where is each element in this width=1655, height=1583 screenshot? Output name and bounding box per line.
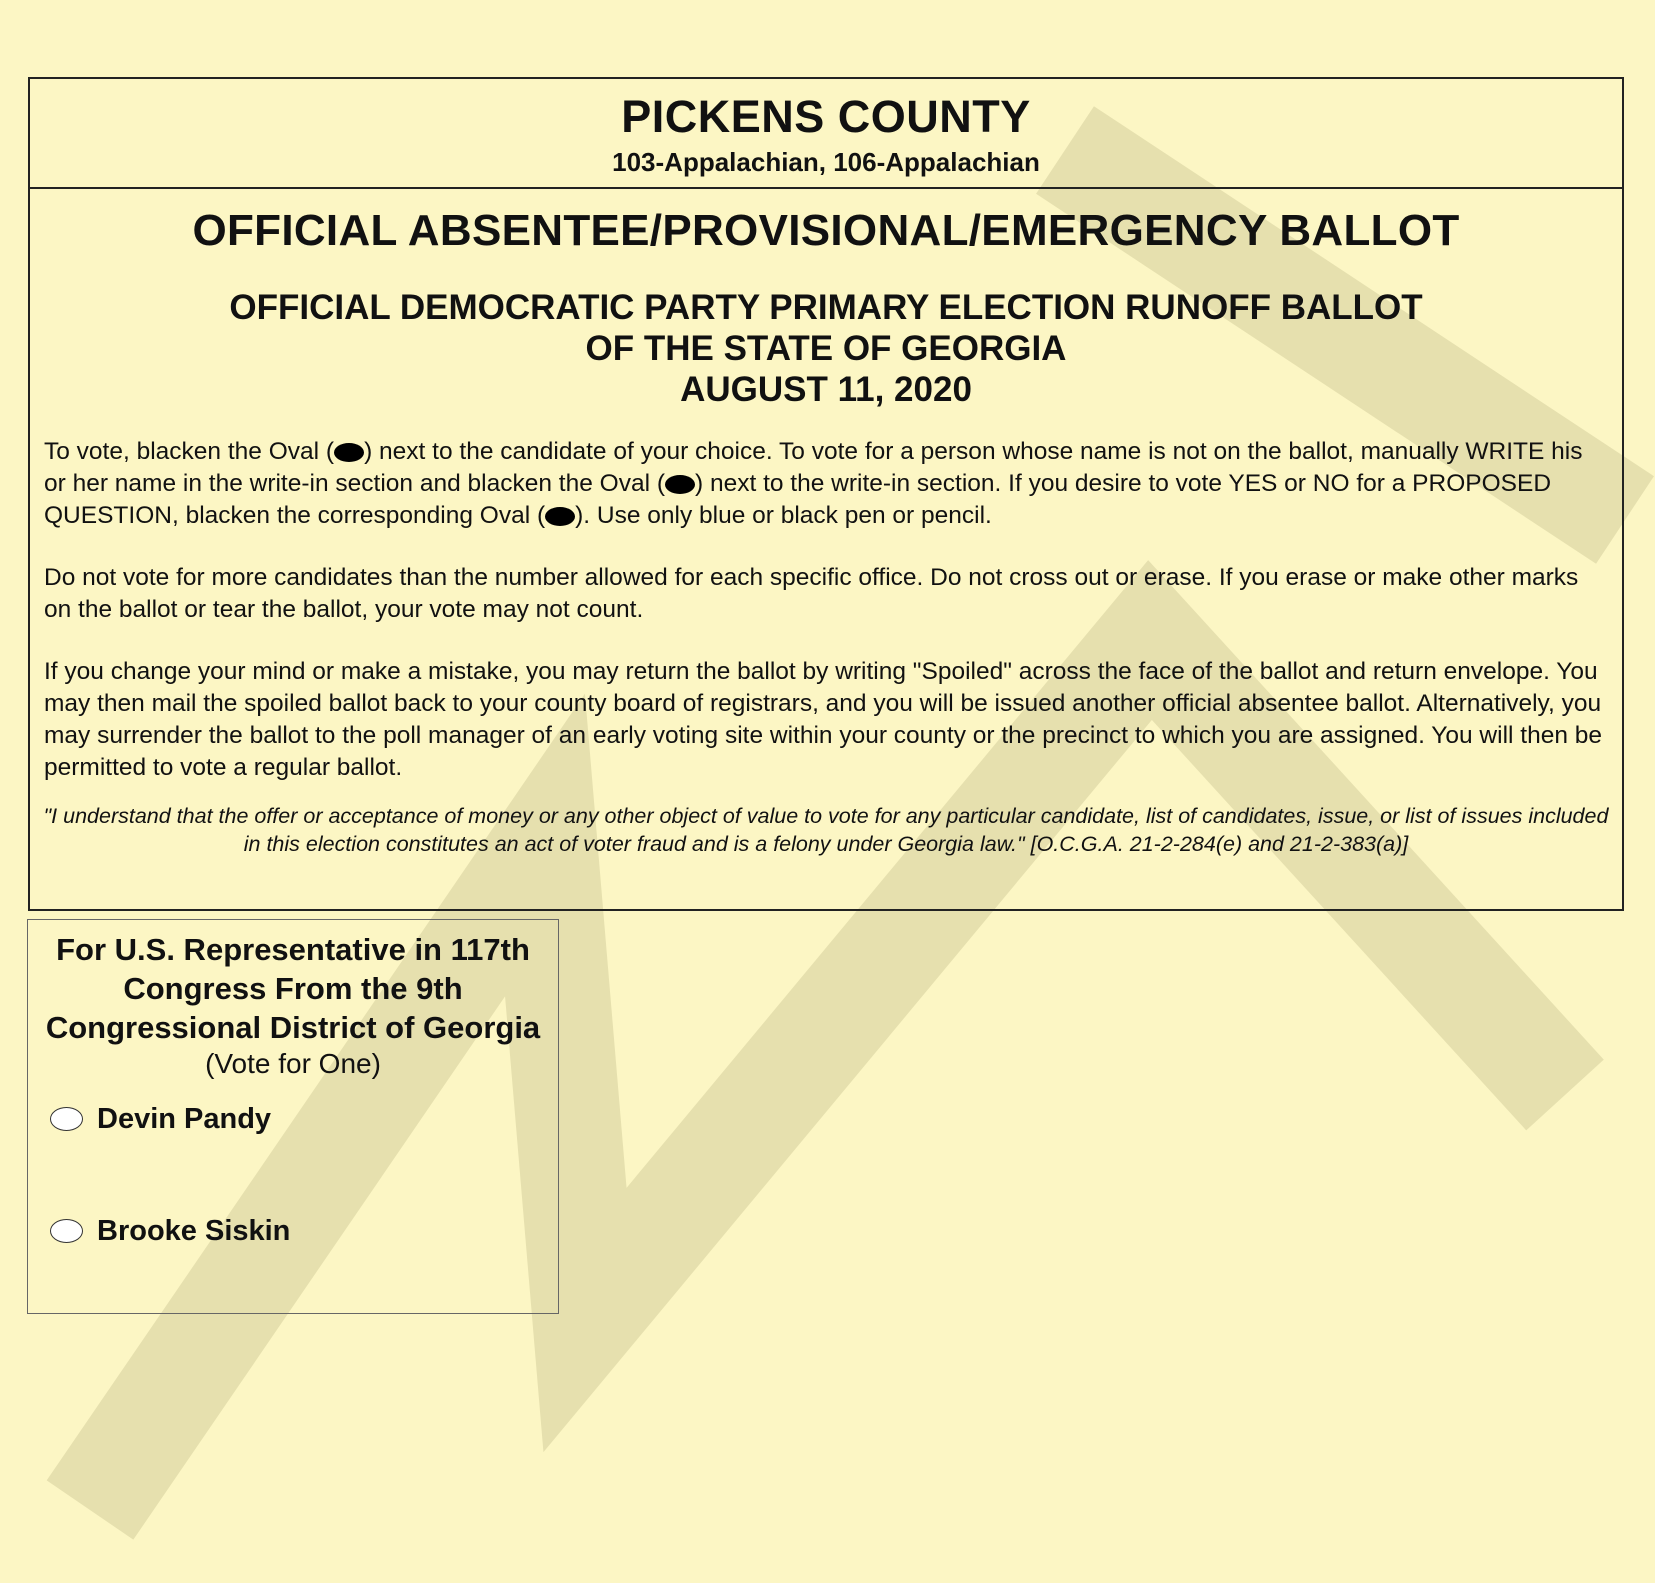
instruction-paragraph-1: To vote, blacken the Oval ( ) next to the candidate of your choice. To vote for a person whose name is not on the ballot, manually WRITE his or her name in the write-in section and blacken the Oval ( ) next to the write-in section. If you desire to vote YES or NO for a PROPOSED QUESTION, blacken the corresponding Oval ( ). Use only blue or black pen or pencil. bbox=[44, 438, 1583, 529]
voting-instructions bbox=[30, 436, 1622, 784]
election-title bbox=[30, 287, 1622, 410]
election-date: AUGUST 11, 2020 bbox=[680, 370, 972, 409]
ballot-title: OFFICIAL ABSENTEE/PROVISIONAL/EMERGENCY BALLOT bbox=[192, 206, 1460, 255]
candidate-name: Brooke Siskin bbox=[97, 1214, 291, 1247]
contest-title-line1: For U.S. Representative in 117th bbox=[56, 932, 530, 967]
oval-icon[interactable] bbox=[50, 1219, 83, 1243]
candidate-option[interactable] bbox=[50, 1211, 290, 1251]
ballot-header bbox=[28, 77, 1624, 911]
filled-oval-icon bbox=[545, 507, 575, 526]
candidate-option[interactable] bbox=[50, 1099, 271, 1139]
vote-for-instruction: (Vote for One) bbox=[205, 1048, 381, 1079]
election-title-line2: OF THE STATE OF GEORGIA bbox=[585, 329, 1067, 368]
instruction-paragraph-2: Do not vote for more candidates than the number allowed for each specific office. Do not cross out or erase. If you erase or make other marks on the ballot or tear the ballot, your vote may not count. bbox=[44, 564, 1579, 623]
precincts-line: 103-Appalachian, 106-Appalachian bbox=[612, 147, 1040, 177]
county-title: PICKENS COUNTY bbox=[621, 91, 1031, 142]
filled-oval-icon bbox=[665, 475, 695, 494]
candidate-name: Devin Pandy bbox=[97, 1102, 272, 1135]
contest-title bbox=[28, 930, 558, 1047]
filled-oval-icon bbox=[334, 443, 364, 462]
oval-icon[interactable] bbox=[50, 1107, 83, 1131]
voter-fraud-statement: "I understand that the offer or acceptance of money or any other object of value to vote for any particular candidate, list of candidates, issue, or list of issues included in this election constitutes an act of voter fraud and is a felony under Georgia law." [O.C.G.A. 21-2-284(e) and 21-2-383(a)] bbox=[43, 804, 1609, 856]
election-title-line1: OFFICIAL DEMOCRATIC PARTY PRIMARY ELECTION RUNOFF BALLOT bbox=[229, 288, 1423, 327]
instruction-paragraph-3: If you change your mind or make a mistake, you may return the ballot by writing "Spoiled" across the face of the ballot and return envelope. You may then mail the spoiled ballot back to your county board of registrars, and you will be issued another official absentee ballot. Alternatively, you may surrender the ballot to the poll manager of an early voting site within your county or the precinct to which you are assigned. You will then be permitted to vote a regular ballot. bbox=[44, 658, 1602, 781]
county-section bbox=[30, 79, 1622, 189]
contest-us-representative bbox=[27, 919, 559, 1314]
contest-title-line2: Congress From the 9th bbox=[123, 971, 463, 1006]
contest-title-line3: Congressional District of Georgia bbox=[45, 1010, 541, 1045]
